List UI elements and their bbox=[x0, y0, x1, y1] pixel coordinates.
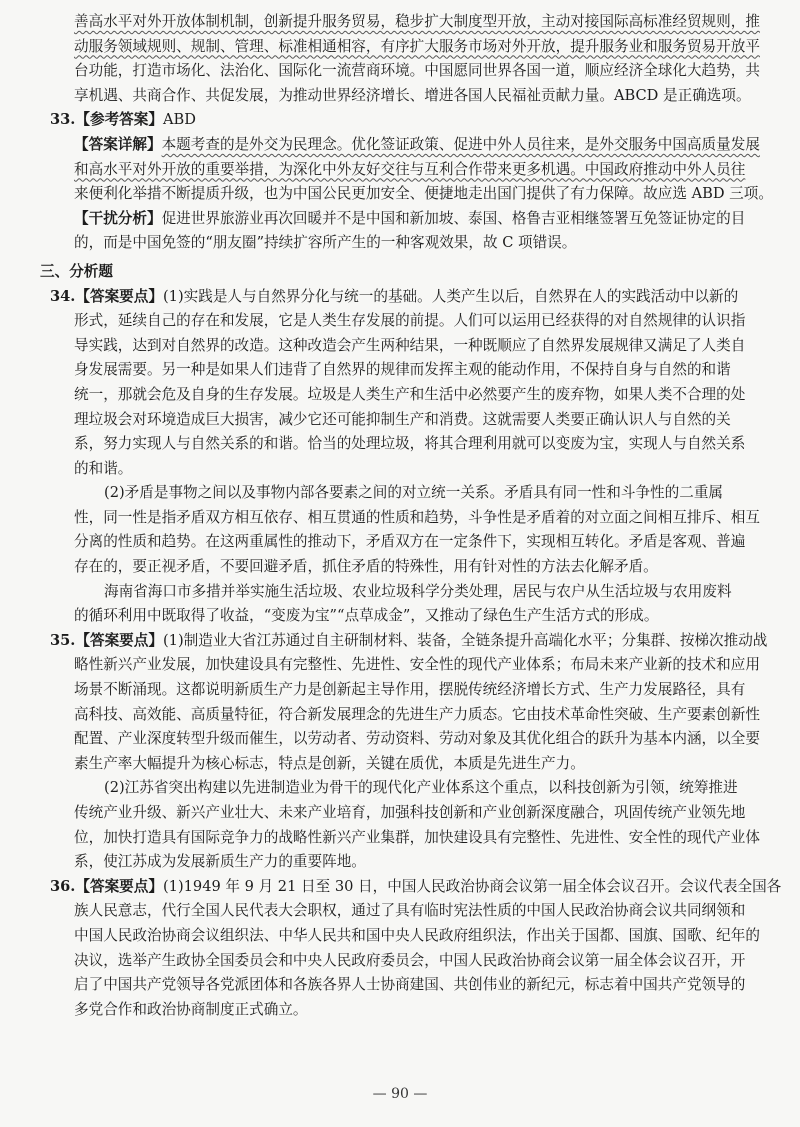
text-line: 系，努力实现人与自然关系的和谐。恰当的处理垃圾，将其合理利用就可以变废为宝，实现人与自然关系 bbox=[74, 435, 746, 453]
answer-tag: 【参考答案】 bbox=[75, 111, 163, 129]
question-36 bbox=[50, 875, 782, 1023]
answer-tag: 【答案要点】 bbox=[75, 877, 163, 895]
text-line: 动服务领域规则、规制、管理、标准相通相容，有序扩大服务市场对外开放，提升服务业和服务贸易开放平 bbox=[74, 37, 760, 55]
text-line: 的，而是中国免签的“朋友圈”持续扩容所产生的一种客观效果，故 C 项错误。 bbox=[74, 234, 577, 252]
text-line: 位，加快打造具有国际竞争力的战略性新兴产业集群，加快建设具有完整性、先进性、安全性的现代产业体 bbox=[74, 828, 760, 846]
text-line: 导实践，达到对自然界的改造。这种改造会产生两种结果，一种既顺应了自然界发展规律又满足了人类自 bbox=[74, 336, 746, 354]
text-line: 性，同一性是指矛盾双方相互依存、相互贯通的性质和趋势，斗争性是矛盾着的对立面之间相互排斥、相互 bbox=[74, 508, 760, 526]
text-line: 略性新兴产业发展，加快建设具有完整性、先进性、安全性的现代产业体系；布局未来产业新的技术和应用 bbox=[74, 656, 760, 674]
text-line: 的循环利用中既取得了收益，“变废为宝”“点草成金”，又推动了绿色生产生活方式的形成。 bbox=[74, 607, 659, 625]
text-line: 理垃圾会对环境造成巨大损害，减少它还可能抑制生产和消费。这就需要人类要正确认识人与自然的关 bbox=[74, 410, 731, 428]
text-line: 统一，那就会危及自身的生存发展。垃圾是人类生产和生活中必然要产生的废弃物，如果人类不合理的处 bbox=[74, 385, 746, 403]
text-line: 形式，延续自己的存在和发展，它是人类生存发展的前提。人们可以运用已经获得的对自然规律的认识指 bbox=[74, 312, 746, 330]
question-number: 33. bbox=[50, 111, 76, 129]
page-number: — 90 — bbox=[372, 1086, 428, 1102]
text-line: 台功能，打造市场化、法治化、国际化一流营商环境。中国愿同世界各国一道，顺应经济全球化大趋势，共 bbox=[74, 62, 760, 80]
section-title: 三、分析题 bbox=[40, 262, 113, 280]
text-line: 分离的性质和趋势。在这两重属性的推动下，矛盾双方在一定条件下，实现相互转化。矛盾是客观、普遍 bbox=[74, 533, 746, 551]
text-line: 传统产业升级、新兴产业壮大、未来产业培育，加强科技创新和产业创新深度融合，巩固传统产业领先地 bbox=[74, 804, 746, 821]
text-line: 促进世界旅游业再次回暖并不是中国和新加坡、泰国、格鲁吉亚相继签署互免签证协定的目 bbox=[161, 209, 746, 227]
text-line: 决议，选举产生政协全国委员会和中央人民政府委员会，中国人民政治协商会议第一届全体会议召开，开 bbox=[74, 951, 746, 969]
text-line: 本题考查的是外交为民理念。优化签证政策、促进中外人员往来，是外交服务中国高质量发展 bbox=[161, 135, 760, 153]
text-line: (2)江苏省突出构建以先进制造业为骨干的现代化产业体系这个重点，以科技创新为引领，统筹推进 bbox=[104, 779, 738, 797]
text-line: 的和谐。 bbox=[74, 459, 133, 477]
text-line: (1)1949 年 9 月 21 日至 30 日，中国人民政治协商会议第一届全体会议召开。会议代表全国各 bbox=[162, 877, 782, 895]
text-line: 配置、产业深度转型升级而催生，以劳动者、劳动资料、劳动对象及其优化组合的跃升为基本内涵，以全要 bbox=[74, 730, 760, 748]
text-line: 来便利化举措不断提质升级，也为中国公民更加安全、便捷地走出国门提供了有力保障。故应选 ABD 三项。 bbox=[74, 185, 773, 203]
text-line: (2)矛盾是事物之间以及事物内部各要素之间的对立统一关系。矛盾具有同一性和斗争性的二重属 bbox=[104, 484, 724, 502]
text-line: 善高水平对外开放体制机制，创新提升服务贸易，稳步扩大制度型开放，主动对接国际高标准经贸规则，推 bbox=[74, 13, 760, 30]
text-line: 场景不断涌现。这都说明新质生产力是创新起主导作用，摆脱传统经济增长方式、生产力发展路径，具有 bbox=[74, 681, 746, 699]
answer-value: ABD bbox=[162, 111, 196, 129]
answer-content bbox=[40, 10, 782, 1022]
question-35 bbox=[50, 629, 770, 875]
text-line: 族人民意志，代行全国人民代表大会职权，通过了具有临时宪法性质的中国人民政治协商会议共同纲领和 bbox=[74, 902, 746, 920]
q32-tail bbox=[74, 10, 770, 108]
text-line: 和高水平对外开放的重要举措，为深化中外友好交往与互利合作带来更多机遇。中国政府推动中外人员往 bbox=[74, 160, 746, 178]
text-line: 身发展需要。另一种是如果人们违背了自然界的规律而发挥主观的能动作用，不保持自身与自然的和谐 bbox=[74, 361, 731, 379]
text-line: (1)制造业大省江苏通过自主研制材料、装备，全链条提升高端化水平；分集群、按梯次推动战 bbox=[162, 631, 768, 649]
text-line: 中国人民政治协商会议组织法、中华人民共和国中央人民政府组织法，作出关于国都、国旗、国歌、纪年的 bbox=[74, 926, 760, 944]
text-line: 海南省海口市多措并举实施生活垃圾、农业垃圾科学分类处理，居民与农户从生活垃圾与农用废料 bbox=[104, 582, 732, 600]
question-number: 34. bbox=[50, 287, 76, 305]
question-34 bbox=[50, 285, 770, 629]
distract-tag: 【干扰分析】 bbox=[74, 209, 162, 227]
text-line: 多党合作和政治协商制度正式确立。 bbox=[74, 1000, 308, 1018]
text-line: (1)实践是人与自然界分化与统一的基础。人类产生以后，自然界在人的实践活动中以新的 bbox=[162, 287, 739, 305]
text-line: 启了中国共产党领导各党派团体和各族各界人士协商建国、共创伟业的新纪元，标志着中国共产党领导的 bbox=[74, 976, 746, 994]
text-line: 系，使江苏成为发展新质生产力的重要阵地。 bbox=[74, 853, 366, 871]
answer-tag: 【答案要点】 bbox=[75, 631, 163, 649]
text-line: 存在的，要正视矛盾，不要回避矛盾，抓住矛盾的特殊性，用有针对性的方法去化解矛盾。 bbox=[74, 558, 658, 576]
question-number: 36. bbox=[50, 877, 76, 895]
text-line: 享机遇、共商合作、共促发展，为推动世界经济增长、增进各国人民福祉贡献力量。ABCD 是正确选项。 bbox=[74, 86, 751, 104]
question-number: 35. bbox=[50, 631, 76, 649]
answer-tag: 【答案要点】 bbox=[75, 287, 163, 305]
question-33 bbox=[50, 108, 773, 256]
text-line: 素生产率大幅提升为核心标志，特点是创新，关键在质优，本质是先进生产力。 bbox=[74, 754, 585, 772]
detail-tag: 【答案详解】 bbox=[74, 135, 162, 153]
text-line: 高科技、高效能、高质量特征，符合新发展理念的先进生产力质态。它由技术革命性突破、生产要素创新性 bbox=[74, 705, 760, 723]
